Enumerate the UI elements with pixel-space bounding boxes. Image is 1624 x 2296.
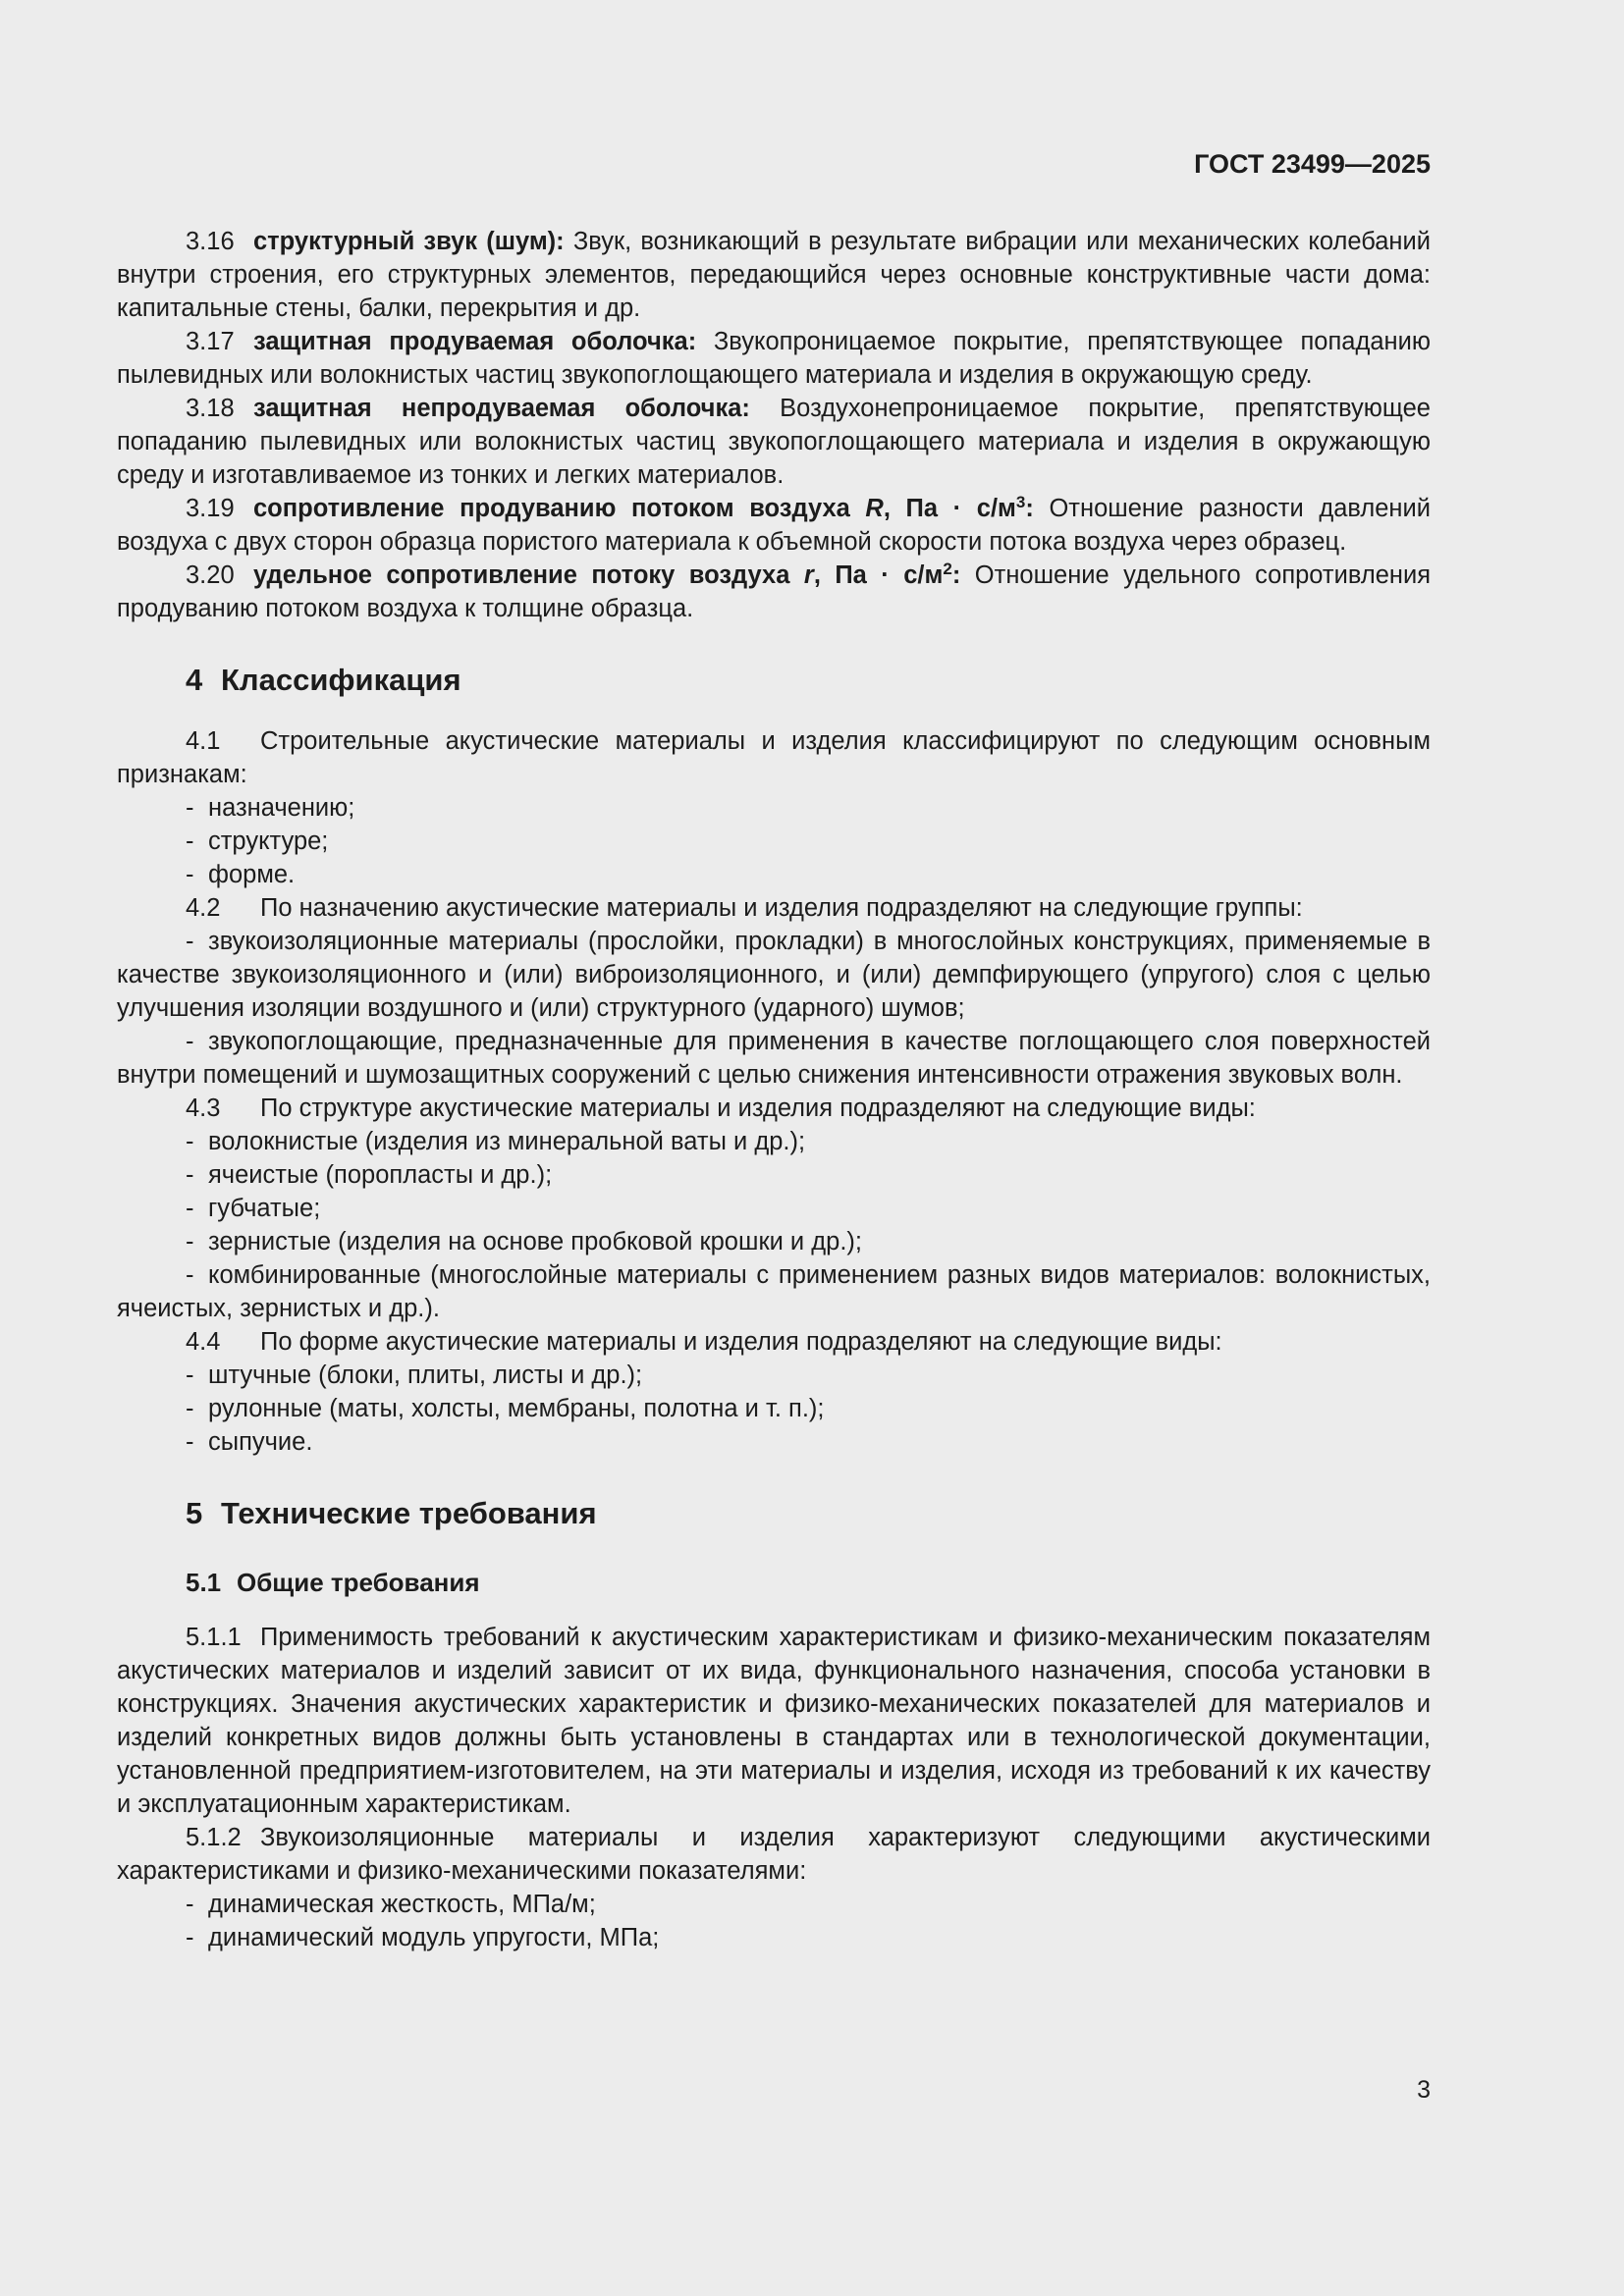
list-item: - динамический модуль упругости, МПа;	[186, 1924, 660, 1951]
term-name: структурный звук (шум):	[253, 228, 565, 255]
clause-number: 3.19	[186, 495, 235, 522]
clause-paragraph: 5.1.2 Звукоизоляционные материалы и изделия характеризуют следующими акустическими характеристиками и физико-механическими показателями:	[117, 1821, 1431, 1888]
clause-paragraph: 5.1.1 Применимость требований к акустическим характеристикам и физико-механическим показателям акустических материалов и изделий зависит от их вида, функционального назначения, способа установки в конструкциях. Значения акустических характеристик и физико-механических показателей для материалов и изделий конкретных видов должны быть установлены в стандартах или в технологической документации, установленной предприятием-изготовителем, на эти материалы и изделия, исходя из требований к их качеству и эксплуатационным характеристикам.	[117, 1621, 1431, 1821]
clause-paragraph: 4.1 Строительные акустические материалы и изделия классифицируют по следующим основным признакам:	[117, 724, 1431, 791]
clause-paragraph: 4.2 По назначению акустические материалы и изделия подразделяют на следующие группы:	[117, 891, 1431, 925]
clause-number: 3.17	[186, 328, 235, 355]
clause-number: 5.1.1	[186, 1624, 242, 1651]
clause-number: 4.2	[186, 894, 221, 922]
list-item: - комбинированные (многослойные материалы с применением разных видов материалов: волокнистых, ячеистых, зернистых и др.).	[117, 1261, 1431, 1322]
list-item: - форме.	[186, 861, 296, 888]
list-item: - ячеистые (поропласты и др.);	[186, 1161, 553, 1189]
clause-paragraph: 4.4 По форме акустические материалы и изделия подразделяют на следующие виды:	[117, 1325, 1431, 1359]
term-name: сопротивление продуванию потоком воздуха R, Па · $с/м^3$:	[253, 493, 1034, 522]
unit-exponent: 2	[943, 560, 952, 578]
subsection-heading: 5.1 Общие требования	[186, 1568, 480, 1597]
clause-number: 3.16	[186, 228, 235, 255]
term-paragraph	[117, 325, 1431, 392]
list-item: - рулонные (маты, холсты, мембраны, полотна и т. п.);	[186, 1395, 825, 1422]
clause-number: 4.4	[186, 1328, 221, 1356]
clause-number: 4.1	[186, 727, 221, 755]
term-definition: Звук, возникающий в результате вибрации или механических колебаний внутри строения, его структурных элементов, передающийся через основные конструктивные части дома: капитальные стены, балки, перекрытия и др.	[117, 228, 1431, 322]
list-item: - назначению;	[186, 794, 355, 822]
page-number: 3	[1417, 2076, 1431, 2104]
list-item: - структуре;	[186, 828, 329, 855]
clause-paragraph: 4.3 По структуре акустические материалы и изделия подразделяют на следующие виды:	[117, 1092, 1431, 1125]
unit-exponent: 3	[1015, 493, 1026, 511]
list-item: - губчатые;	[186, 1195, 321, 1222]
clause-number: 4.3	[186, 1095, 221, 1122]
list-item: - звукоизоляционные материалы (прослойки, прокладки) в многослойных конструкциях, применяемые в качестве звукоизоляционного и (или) виброизоляционного, и (или) демпфирующего (упругого) слоя с целью улучшения изоляции воздушного и (или) структурного (ударного) шумов;	[117, 928, 1431, 1022]
term-symbol: R	[865, 495, 884, 522]
term-name: удельное сопротивление потоку воздуха r, Па · $с/м^2$:	[253, 560, 961, 589]
clause-number: 5.1.2	[186, 1824, 242, 1851]
term-definition: Отношение удельного сопротивления продуванию потоком воздуха к толщине образца.	[117, 561, 1432, 622]
term-name: защитная непродуваемая оболочка:	[253, 395, 750, 422]
clause-number: 3.18	[186, 395, 235, 422]
section-heading: 5 Технические требования	[186, 1496, 597, 1530]
term-paragraph	[117, 492, 1431, 559]
list-item: - сыпучие.	[186, 1428, 313, 1456]
page-body	[117, 225, 1431, 1954]
term-definition: Воздухонепроницаемое покрытие, препятствующее попаданию пылевидных или волокнистых частиц звукопоглощающего материала и изделия в окружающую среду и изготавливаемое из тонких и легких материалов.	[117, 395, 1431, 489]
term-paragraph	[117, 559, 1431, 625]
document-header: ГОСТ 23499—2025	[1194, 149, 1431, 179]
clause-number: 3.20	[186, 561, 235, 589]
list-item: - волокнистые (изделия из минеральной ваты и др.);	[186, 1128, 806, 1155]
list-item: - звукопоглощающие, предназначенные для применения в качестве поглощающего слоя поверхностей внутри помещений и шумозащитных сооружений с целью снижения интенсивности отражения звуковых волн.	[117, 1028, 1431, 1089]
term-definition: Звукопроницаемое покрытие, препятствующее попаданию пылевидных или волокнистых частиц звукопоглощающего материала и изделия в окружающую среду.	[117, 328, 1431, 389]
list-item: - зернистые (изделия на основе пробковой крошки и др.);	[186, 1228, 862, 1255]
term-definition: Отношение разности давлений воздуха с двух сторон образца пористого материала к объемной скорости потока воздуха через образец.	[117, 495, 1431, 556]
term-paragraph	[117, 225, 1431, 325]
list-item: - динамическая жесткость, МПа/м;	[186, 1891, 596, 1918]
term-paragraph	[117, 392, 1431, 492]
term-name: защитная продуваемая оболочка:	[253, 328, 697, 355]
list-item: - штучные (блоки, плиты, листы и др.);	[186, 1362, 643, 1389]
term-symbol: r	[803, 561, 814, 589]
section-heading: 4 Классификация	[186, 663, 461, 697]
